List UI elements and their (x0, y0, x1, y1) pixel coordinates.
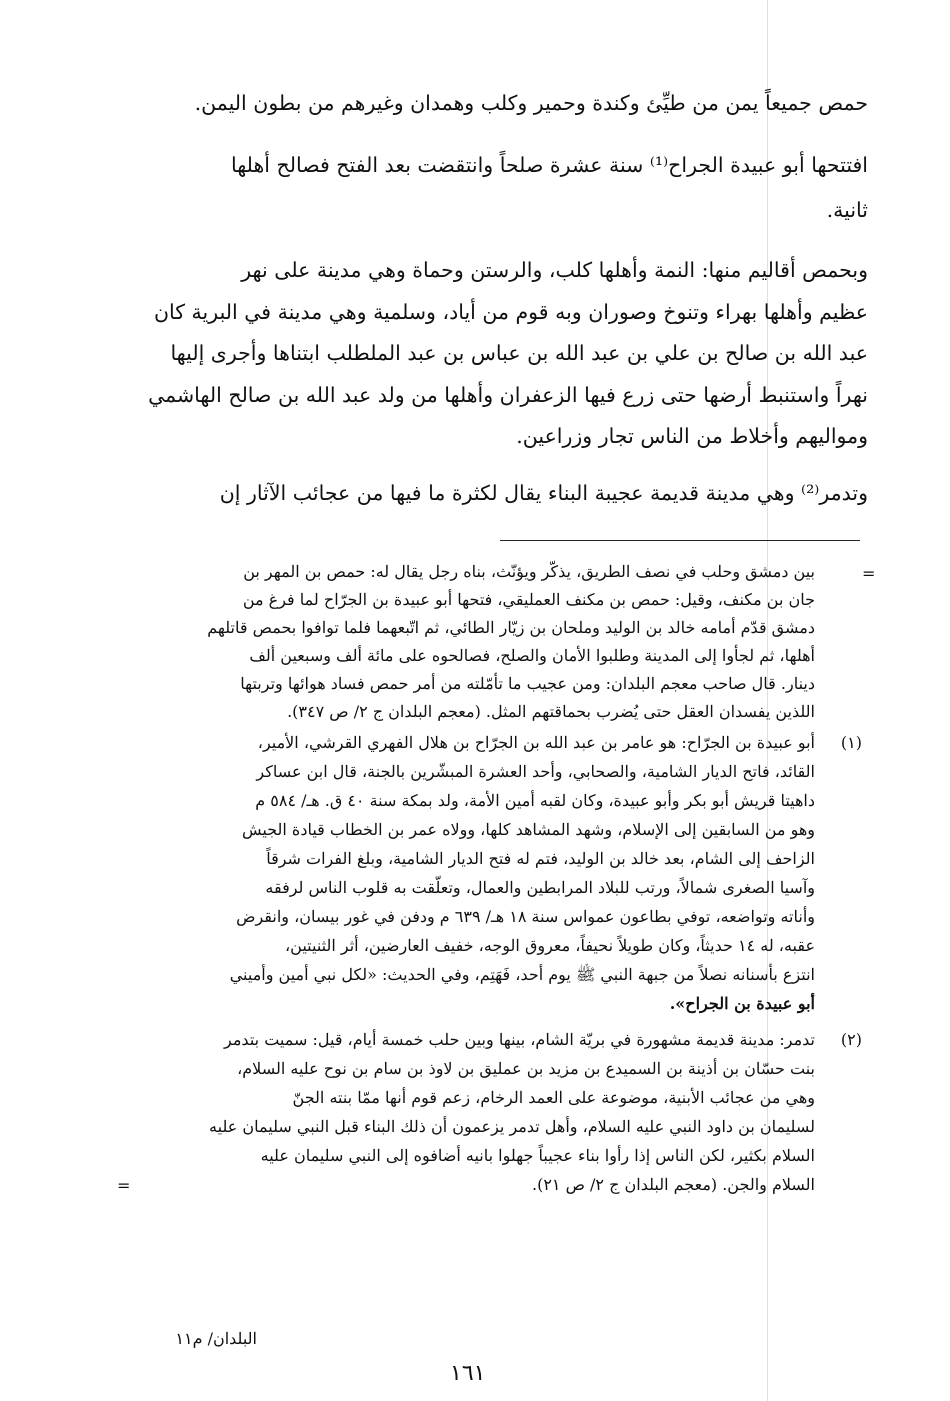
body-line-1: حمص جميعاً يمن من طيِّئ وكندة وحمير وكلب وهمدان وغيرهم من بطون اليمن. (194, 91, 868, 115)
body-line-9: وتدمر⁽²⁾ وهي مدينة قديمة عجيبة البناء يقال لكثرة ما فيها من عجائب الآثار إن (219, 481, 868, 505)
footnote-cont-line-3: دمشق قدّم أمامه خالد بن الوليد وملحان بن زيّار الطائي، ثم اتّبعهما فلما توافوا بحمص قاتلهم (207, 618, 815, 637)
footnote-1-line-8: عقبه، له ١٤ حديثاً، وكان طويلاً نحيفاً، معروق الوجه، خفيف العارضين، أثر الثنيتين، (285, 936, 815, 955)
footnote-2-line-3: وهي من عجائب الأبنية، موضوعة على العمد الرخام، زعم قوم أنها ممّا بنته الجنّ (292, 1088, 815, 1107)
footnote-continuation-mark: = (862, 564, 876, 583)
footnote-cont-line-4: أهلها، ثم لجأوا إلى المدينة وطلبوا الأمان والصلح، فصالحوه على مائة ألف وسبعين ألف (249, 646, 815, 665)
footnote-2-line-6: السلام والجن. (معجم البلدان ج ٢/ ص ٢١). (531, 1175, 815, 1194)
footnote-1-line-9: انتزع بأسنانه نصلاً من جبهة النبي ﷺ يوم أحد، فَهَتِم، وفي الحديث: «لكل نبي أمين وأميني (229, 965, 815, 984)
footnote-2-line-5: السلام بكثير، لكن الناس إذا رأوا بناء عجيباً جهلوا بانيه أضافوه إلى النبي سليمان عليه (260, 1146, 815, 1165)
body-line-5: عظيم وأهلها بهراء وتنوخ وصوران وبه قوم من أياد، وسلمية وهي مدينة في البرية كان (153, 300, 868, 324)
footnote-cont-line-1: بين دمشق وحلب في نصف الطريق، يذكّر ويؤنّث، بناه رجل يقال له: حمص بن المهر بن (243, 562, 815, 581)
page-number: ١٦١ (450, 1361, 486, 1386)
body-line-6: عبد الله بن صالح بن علي بن عبد الله بن عباس بن عبد الملطلب ابتناها وأجرى إليها (170, 341, 868, 365)
running-head: البلدان/ م١١ (175, 1329, 257, 1348)
footnote-1-line-1: أبو عبيدة بن الجرّاح: هو عامر بن عبد الله بن الجرّاح بن هلال الفهري القرشي، الأمير، (257, 733, 815, 752)
footnote-1-marker: (١) (840, 733, 862, 752)
footnote-2-marker: (٢) (840, 1030, 862, 1049)
footnote-1-bold-tail: أبو عبيدة بن الجراح». (669, 994, 815, 1013)
body-line-2: افتتحها أبو عبيدة الجراح⁽¹⁾ سنة عشرة صلحاً وانتقضت بعد الفتح فصالح أهلها (230, 153, 868, 177)
footnote-2-line-2: بنت حسّان بن أذينة بن السميدع بن مزيد بن عمليق بن لاوذ بن سام بن نوح عليه السلام، (237, 1059, 815, 1078)
footnote-end-mark: = (117, 1176, 131, 1195)
footnote-cont-line-5: دينار. قال صاحب معجم البلدان: ومن عجيب ما تأمّلته من أمر حمص فساد هوائها وتربتها (240, 674, 815, 693)
footnote-separator (500, 540, 860, 541)
footnote-cont-line-2: جان بن مكنف، وقيل: حمص بن مكنف العمليقي، فتحها أبو عبيدة بن الجرّاح لما فرغ من (242, 590, 815, 609)
body-line-7: نهراً واستنبط أرضها حتى زرع فيها الزعفران وأهلها من ولد عبد الله بن صالح الهاشمي (148, 383, 868, 407)
footnote-2-line-4: لسليمان بن داود النبي عليه السلام، وأهل تدمر يزعمون أن ذلك البناء قبل النبي سليمان عليه (209, 1117, 815, 1136)
footnote-1-line-7: وأناته وتواضعه، توفي بطاعون عمواس سنة ١٨ هـ/ ٦٣٩ م ودفن في غور بيسان، وانقرض (236, 907, 815, 926)
footnote-cont-line-6: اللذين يفسدان العقل حتى يُضرب بحماقتهم المثل. (معجم البلدان ج ٢/ ص ٣٤٧). (287, 702, 815, 721)
body-line-3: ثانية. (826, 198, 868, 222)
body-line-4: وبحمص أقاليم منها: النمة وأهلها كلب، والرستن وحماة وهي مدينة على نهر (241, 258, 868, 282)
footnote-1-line-3: داهيتا قريش أبو بكر وأبو عبيدة، وكان لقبه أمين الأمة، ولد بمكة سنة ٤٠ ق. هـ/ ٥٨٤ م (255, 791, 815, 810)
footnote-1-line-5: الزاحف إلى الشام، بعد خالد بن الوليد، فتم له فتح الديار الشامية، وبلغ الفرات شرقاً (266, 849, 815, 868)
footnote-2-line-1: تدمر: مدينة قديمة مشهورة في بريّة الشام، بينها وبين حلب خمسة أيام، قيل: سميت بتدمر (224, 1030, 815, 1049)
footnote-1-line-2: القائد، فاتح الديار الشامية، والصحابي، وأحد العشرة المبشّرين بالجنة، قال ابن عساكر (256, 762, 815, 781)
body-line-8: ومواليهم وأخلاط من الناس تجار وزراعين. (516, 424, 868, 448)
footnote-1-line-6: وآسيا الصغرى شمالاً، ورتب للبلاد المرابطين والعمال، وتعلّقت به قلوب الناس لرفقه (265, 878, 815, 897)
footnote-1-line-4: وهو من السابقين إلى الإسلام، وشهد المشاهد كلها، وولاه عمر بن الخطاب قيادة الجيش (241, 820, 815, 839)
